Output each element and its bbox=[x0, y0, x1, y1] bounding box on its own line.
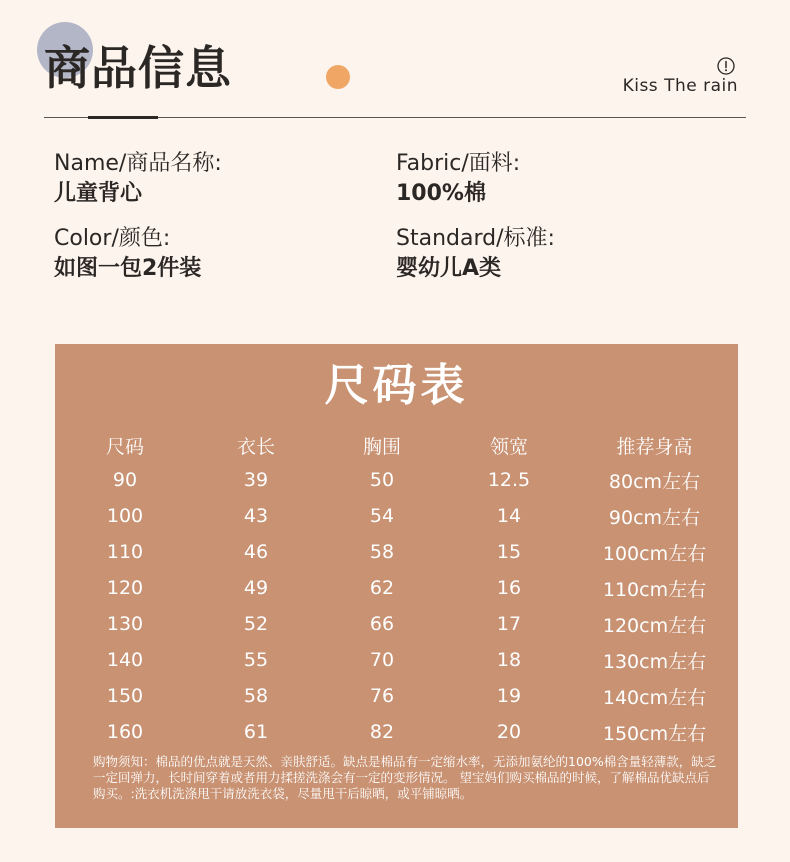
size-chart-title: 尺码表 bbox=[324, 360, 469, 411]
shopping-notice: 购物须知：棉品的优点就是天然、亲肤舒适。缺点是棉品有一定缩水率，无添加氨纶的100%棉含量轻薄款，缺乏一定回弹力，长时间穿着或者用力揉搓洗涤会有一定的变形情况。 望宝妈们购买棉品的时候，了解棉品优缺点后购买。:洗衣机洗涤甩干请放洗衣袋，尽量甩干后晾晒，或平铺晾晒。 bbox=[93, 754, 717, 801]
table-cell: 18 bbox=[496, 649, 522, 671]
spec-name-value: 儿童背心 bbox=[54, 181, 143, 206]
column-header: 尺码 bbox=[105, 435, 144, 458]
table-cell: 82 bbox=[369, 721, 395, 743]
table-cell: 54 bbox=[369, 505, 395, 527]
table-cell: 17 bbox=[496, 613, 522, 635]
page-title: 商品信息 bbox=[44, 41, 232, 95]
column-header: 胸围 bbox=[362, 435, 401, 458]
table-cell: 90cm左右 bbox=[608, 506, 701, 529]
table-cell: 76 bbox=[369, 685, 395, 707]
column-header: 领宽 bbox=[489, 435, 528, 458]
table-cell: 58 bbox=[369, 541, 395, 563]
table-row bbox=[55, 570, 738, 606]
table-cell: 130cm左右 bbox=[602, 650, 707, 673]
table-cell: 62 bbox=[369, 577, 395, 599]
table-cell: 100 bbox=[106, 505, 144, 527]
table-cell: 46 bbox=[243, 541, 269, 563]
spec-fabric-value: 100%棉 bbox=[396, 181, 486, 206]
spec-fabric-label: Fabric/面料: bbox=[396, 151, 521, 176]
table-row bbox=[55, 642, 738, 678]
table-row bbox=[55, 714, 738, 750]
table-cell: 120cm左右 bbox=[602, 614, 707, 637]
table-cell: 66 bbox=[369, 613, 395, 635]
spec-color bbox=[54, 224, 201, 284]
table-cell: 110cm左右 bbox=[602, 578, 707, 601]
table-cell: 130 bbox=[106, 613, 144, 635]
table-cell: 70 bbox=[369, 649, 395, 671]
spec-fabric bbox=[396, 149, 520, 209]
table-cell: 43 bbox=[243, 505, 269, 527]
spec-name bbox=[54, 149, 222, 209]
table-row bbox=[55, 606, 738, 642]
size-chart-panel bbox=[55, 344, 738, 828]
table-cell: 39 bbox=[243, 469, 269, 491]
table-cell: 90 bbox=[112, 469, 138, 491]
table-row bbox=[55, 678, 738, 714]
table-cell: 140 bbox=[106, 649, 144, 671]
table-cell: 49 bbox=[243, 577, 269, 599]
info-icon bbox=[717, 57, 735, 75]
table-cell: 140cm左右 bbox=[602, 686, 707, 709]
table-cell: 100cm左右 bbox=[602, 542, 707, 565]
table-cell: 19 bbox=[496, 685, 522, 707]
brand-name: Kiss The rain bbox=[622, 76, 738, 96]
table-cell: 12.5 bbox=[487, 469, 531, 491]
size-table-header bbox=[55, 428, 738, 462]
table-cell: 58 bbox=[243, 685, 269, 707]
column-header: 推荐身高 bbox=[616, 435, 693, 458]
table-cell: 150cm左右 bbox=[602, 722, 707, 745]
column-header: 衣长 bbox=[236, 435, 275, 458]
table-cell: 150 bbox=[106, 685, 144, 707]
table-row bbox=[55, 462, 738, 498]
table-cell: 50 bbox=[369, 469, 395, 491]
header-divider-accent bbox=[88, 116, 158, 119]
table-cell: 110 bbox=[106, 541, 144, 563]
table-row bbox=[55, 534, 738, 570]
spec-standard-label: Standard/标准: bbox=[396, 226, 555, 251]
spec-name-label: Name/商品名称: bbox=[54, 151, 222, 176]
table-cell: 120 bbox=[106, 577, 144, 599]
table-cell: 160 bbox=[106, 721, 144, 743]
spec-color-value: 如图一包2件装 bbox=[54, 256, 202, 281]
table-cell: 15 bbox=[496, 541, 522, 563]
table-cell: 14 bbox=[496, 505, 522, 527]
size-table bbox=[55, 428, 738, 750]
table-cell: 80cm左右 bbox=[608, 470, 701, 493]
table-cell: 55 bbox=[243, 649, 269, 671]
table-cell: 61 bbox=[243, 721, 269, 743]
table-cell: 52 bbox=[243, 613, 269, 635]
table-cell: 16 bbox=[496, 577, 522, 599]
spec-color-label: Color/颜色: bbox=[54, 226, 171, 251]
table-cell: 20 bbox=[496, 721, 522, 743]
spec-standard bbox=[396, 224, 555, 284]
decorative-circle-orange bbox=[326, 65, 350, 89]
table-row bbox=[55, 498, 738, 534]
spec-standard-value: 婴幼儿A类 bbox=[396, 256, 502, 281]
